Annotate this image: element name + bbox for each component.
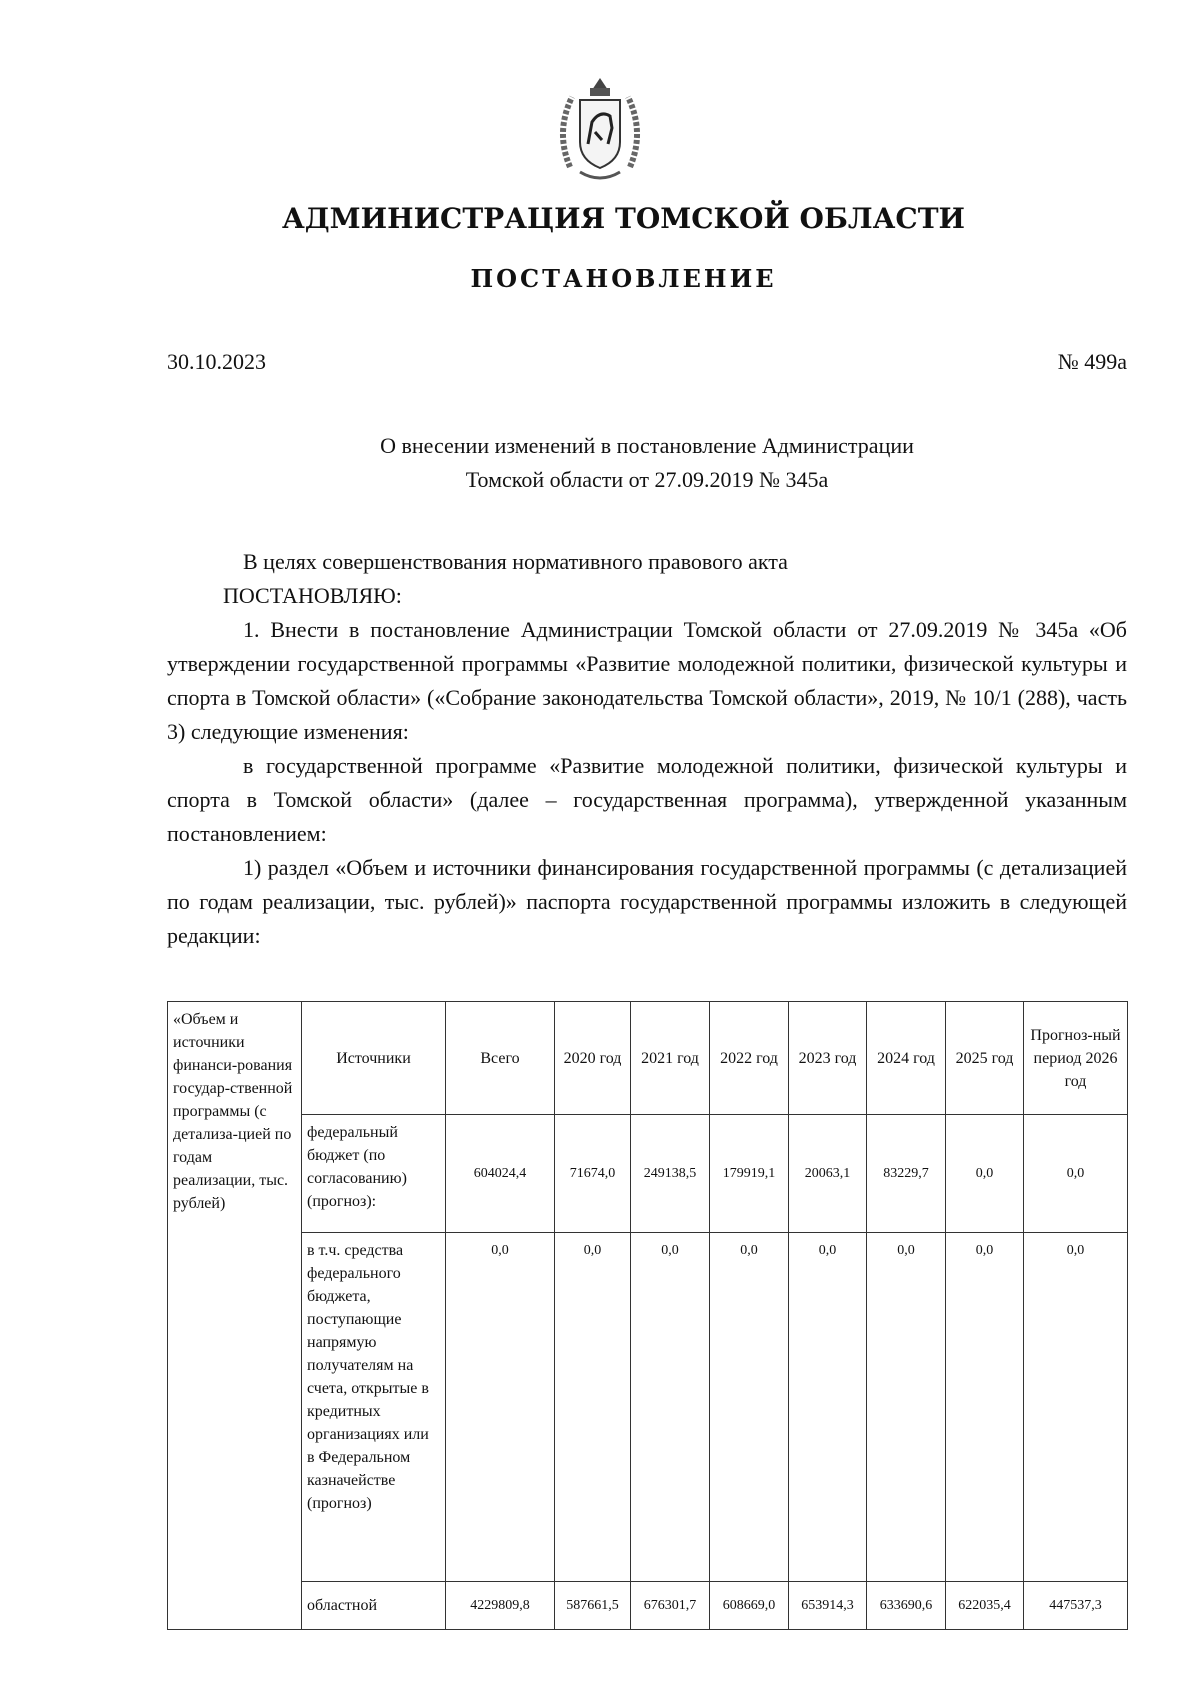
value-cell: 0,0 xyxy=(946,1115,1024,1233)
value-cell: 0,0 xyxy=(710,1233,789,1582)
table-row xyxy=(168,1582,1128,1630)
column-header: 2023 год xyxy=(789,1002,867,1115)
value-cell: 608669,0 xyxy=(710,1582,789,1630)
document-type: ПОСТАНОВЛЕНИЕ xyxy=(470,264,777,293)
column-header: 2024 год xyxy=(867,1002,946,1115)
value-cell: 0,0 xyxy=(1024,1233,1128,1582)
financing-table xyxy=(167,1001,1128,1630)
source-cell: федеральный бюджет (по согласованию) (прогноз): xyxy=(302,1115,446,1233)
date-number-line xyxy=(167,347,1127,377)
value-cell: 0,0 xyxy=(446,1233,555,1582)
value-cell: 587661,5 xyxy=(555,1582,631,1630)
value-cell: 622035,4 xyxy=(946,1582,1024,1630)
value-cell: 71674,0 xyxy=(555,1115,631,1233)
value-cell: 0,0 xyxy=(631,1233,710,1582)
value-cell: 0,0 xyxy=(946,1233,1024,1582)
document-date: 30.10.2023 xyxy=(167,349,266,374)
column-header: 2021 год xyxy=(631,1002,710,1115)
value-cell: 0,0 xyxy=(789,1233,867,1582)
organization-title: АДМИНИСТРАЦИЯ ТОМСКОЙ ОБЛАСТИ xyxy=(281,202,966,235)
paragraph: 1. Внести в постановление Администрации Томской области от 27.09.2019 № 345а «Об утверждении государственной программы «Развитие молодежной политики, физической культуры и спорта в Томской области» («Собрание законодательства Томской области», 2019, № 10/1 (288), часть 3) следующие изменения: xyxy=(167,617,1127,744)
document-number: № 499а xyxy=(1057,349,1127,374)
value-cell: 249138,5 xyxy=(631,1115,710,1233)
paragraph: 1) раздел «Объем и источники финансирования государственной программы (с детализацией по годам реализации, тыс. рублей)» паспорта государственной программы изложить в следующей редакции: xyxy=(167,855,1127,948)
value-cell: 0,0 xyxy=(555,1233,631,1582)
row-label-cell: «Объем и источники финанси-рования государ-ственной программы (с детализа-цией по годам реализации, тыс. рублей) xyxy=(168,1002,302,1630)
source-cell: в т.ч. средства федерального бюджета, поступающие напрямую получателям на счета, открытые в кредитных организациях или в Федеральном казначействе (прогноз) xyxy=(302,1233,446,1582)
column-header: Прогноз-ный период 2026 год xyxy=(1024,1002,1128,1115)
value-cell: 676301,7 xyxy=(631,1582,710,1630)
source-cell: областной xyxy=(302,1582,446,1630)
emblem-wrapper xyxy=(120,72,1080,197)
document-body xyxy=(167,545,1127,953)
value-cell: 0,0 xyxy=(1024,1115,1128,1233)
subject-line: О внесении изменений в постановление Администрации xyxy=(380,433,914,458)
column-header: 2022 год xyxy=(710,1002,789,1115)
paragraph-resolve: ПОСТАНОВЛЯЮ: xyxy=(223,583,402,608)
table-row xyxy=(168,1233,1128,1582)
value-cell: 633690,6 xyxy=(867,1582,946,1630)
value-cell: 604024,4 xyxy=(446,1115,555,1233)
subject-line: Томской области от 27.09.2019 № 345а xyxy=(465,467,829,492)
value-cell: 653914,3 xyxy=(789,1582,867,1630)
column-header: Источники xyxy=(302,1002,446,1115)
table-row xyxy=(168,1115,1128,1233)
value-cell: 20063,1 xyxy=(789,1115,867,1233)
coat-of-arms-emblem xyxy=(550,72,650,192)
value-cell: 0,0 xyxy=(867,1233,946,1582)
column-header: Всего xyxy=(446,1002,555,1115)
table-header-row xyxy=(168,1002,1128,1115)
value-cell: 179919,1 xyxy=(710,1115,789,1233)
paragraph: В целях совершенствования нормативного правового акта xyxy=(243,549,788,574)
document-subject xyxy=(267,429,1027,497)
value-cell: 83229,7 xyxy=(867,1115,946,1233)
value-cell: 447537,3 xyxy=(1024,1582,1128,1630)
value-cell: 4229809,8 xyxy=(446,1582,555,1630)
column-header: 2025 год xyxy=(946,1002,1024,1115)
paragraph: в государственной программе «Развитие молодежной политики, физической культуры и спорта в Томской области» (далее – государственная программа), утвержденной указанным постановлением: xyxy=(167,753,1127,846)
column-header: 2020 год xyxy=(555,1002,631,1115)
